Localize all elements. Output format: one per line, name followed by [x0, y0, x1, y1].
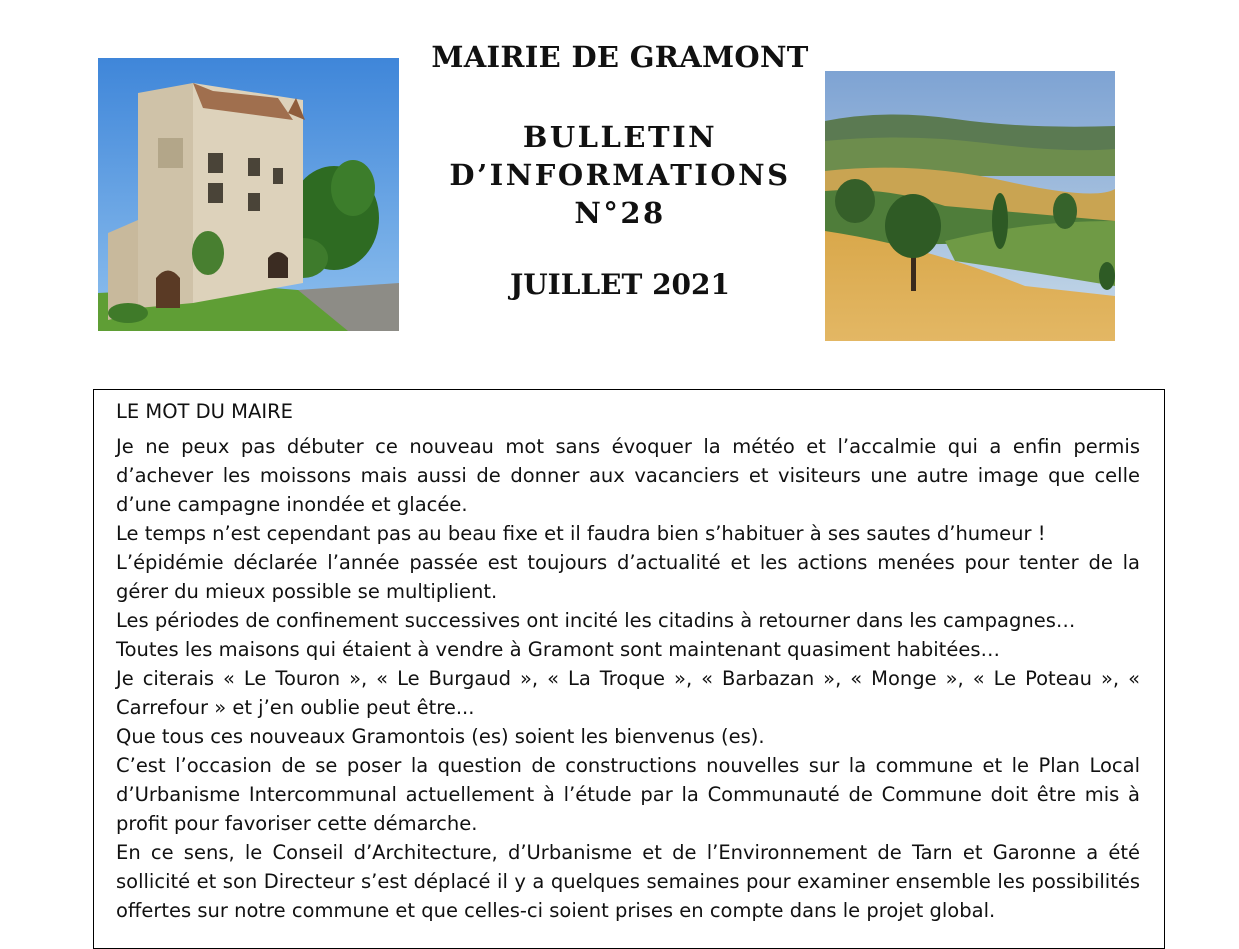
paragraph: Que tous ces nouveaux Gramontois (es) soient les bienvenus (es).: [116, 725, 765, 748]
countryside-landscape-photo: [825, 71, 1115, 341]
paragraph: Je citerais « Le Touron », « Le Burgaud », « La Troque », « Barbazan », « Monge », « Le Poteau », « Carrefour » et j’en oublie peut être...: [116, 667, 1140, 719]
paragraph: Le temps n’est cependant pas au beau fixe et il faudra bien s’habituer à ses sautes d’humeur !: [116, 522, 1046, 545]
bulletin-number: N°28: [574, 196, 666, 230]
paragraph: Les périodes de confinement successives ont incité les citadins à retourner dans les campagnes…: [116, 609, 1076, 632]
mairie-title: MAIRIE DE GRAMONT: [431, 40, 809, 74]
paragraph: Je ne peux pas débuter ce nouveau mot sans évoquer la météo et l’accalmie qui a enfin permis d’achever les moissons mais aussi de donner aux vacanciers et visiteurs une autre image que celle d’une campagne inondée et glacée.: [116, 435, 1140, 516]
bulletin-line: BULLETIN: [522, 120, 718, 154]
paragraph: L’épidémie déclarée l’année passée est toujours d’actualité et les actions menées pour tenter de la gérer du mieux possible se multiplient.: [116, 551, 1140, 603]
paragraph: Toutes les maisons qui étaient à vendre à Gramont sont maintenant quasiment habitées…: [116, 638, 1000, 661]
section-body: [116, 432, 1140, 925]
mot-du-maire-box: [93, 389, 1165, 949]
paragraph: En ce sens, le Conseil d’Architecture, d’Urbanisme et de l’Environnement de Tarn et Garonne a été sollicité et son Directeur s’est déplacé il y a quelques semaines pour examiner ensemble les possibilités offertes sur notre commune et que celles-ci soient prises en compte dans le projet global.: [116, 841, 1140, 922]
bulletin-title: [400, 118, 840, 232]
bulletin-date: JUILLET 2021: [510, 268, 730, 301]
castle-photo: [98, 58, 399, 331]
paragraph: C’est l’occasion de se poser la question de constructions nouvelles sur la commune et le Plan Local d’Urbanisme Intercommunal actuellement à l’étude par la Communauté de Commune doit être mis à profit pour favoriser cette démarche.: [116, 754, 1140, 835]
section-title: LE MOT DU MAIRE: [116, 400, 293, 423]
bulletin-line: D’INFORMATIONS: [449, 158, 791, 192]
